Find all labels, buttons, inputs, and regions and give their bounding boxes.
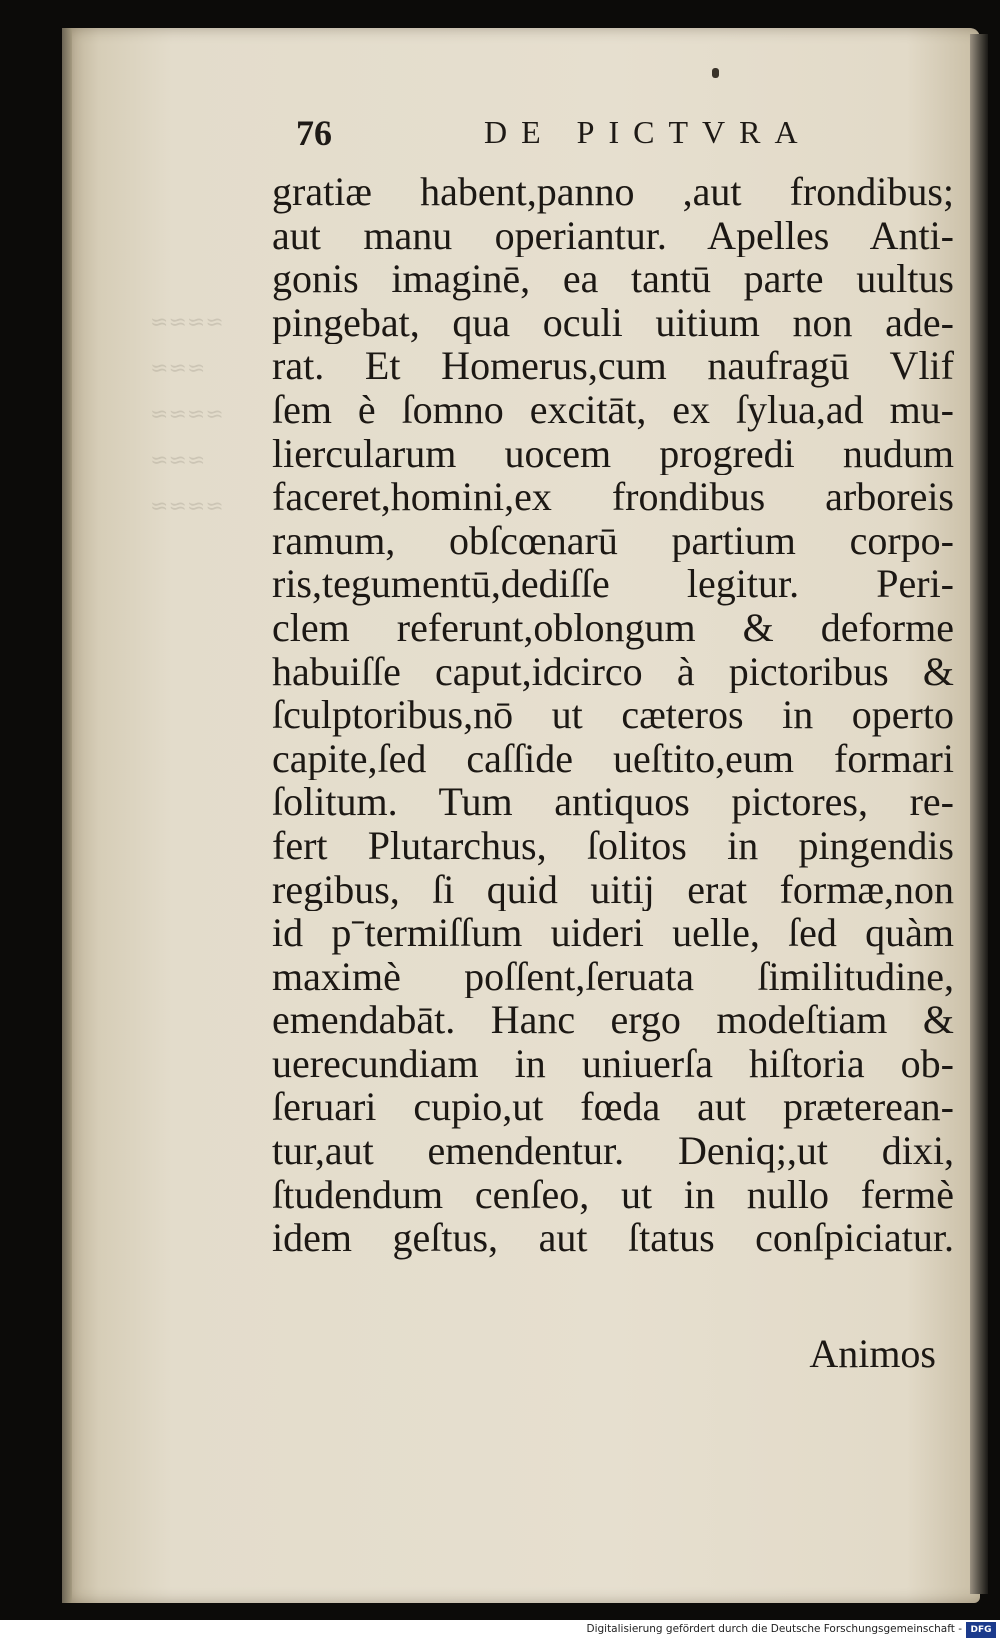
page-right-edge (970, 34, 988, 1594)
text-line: idem geſtus, aut ſtatus conſpiciatur. (272, 1216, 954, 1260)
page-header (296, 112, 936, 162)
dfg-logo: DFG (966, 1622, 996, 1638)
page-binding-edge (62, 28, 72, 1603)
text-line: habuiſſe caput,idcirco à pictoribus & (272, 649, 954, 694)
text-line: liercularum uocem progredi nudum (272, 431, 954, 476)
show-through-text: ≈≈≈≈ ≈≈≈ ≈≈≈≈ ≈≈≈ ≈≈≈≈ (150, 310, 224, 519)
text-line: ſem è ſomno excitāt, ex ſylua,ad mu- (272, 387, 954, 432)
running-title: DE PICTVRA (484, 114, 812, 150)
text-line: ramum, obſcœnarū partium corpo- (272, 518, 954, 563)
page-number: 76 (296, 113, 332, 153)
text-line: fert Plutarchus, ſolitos in pingendis (272, 823, 954, 868)
text-line: uerecundiam in uniuerſa hiſtoria ob- (272, 1041, 954, 1086)
text-line: aut manu operiantur. Apelles Anti- (272, 213, 954, 258)
text-line: gratiæ habent,panno ,aut frondibus; (272, 170, 954, 214)
digitization-credit: Digitalisierung gefördert durch die Deutsche Forschungsgemeinschaft - (586, 1623, 962, 1635)
text-line: ſeruari cupio,ut fœda aut præterean- (272, 1085, 954, 1130)
text-line: ſolitum. Tum antiquos pictores, re- (272, 780, 954, 824)
text-line: maximè poſſent,ſeruata ſimilitudine, (272, 954, 954, 999)
text-line: pingebat, qua oculi uitium non ade- (272, 300, 954, 345)
text-line: emendabāt. Hanc ergo modeſtiam & (272, 998, 954, 1042)
text-line: clem referunt,oblongum & deforme (272, 605, 954, 650)
catchword: Animos (809, 1331, 936, 1376)
ink-spot (712, 68, 719, 78)
text-line: regibus, ſi quid uitij erat formæ,non (272, 867, 954, 912)
text-line: tur,aut emendentur. Deniq;,ut dixi, (272, 1129, 954, 1173)
text-line: id pˉtermiſſum uideri uelle, ſed quàm (272, 911, 954, 955)
text-line: faceret,homini,ex frondibus arboreis (272, 475, 954, 519)
text-line: capite,ſed caſſide ueſtito,eum formari (272, 736, 954, 781)
text-line: rat. Et Homerus,cum naufragū Vlif (272, 344, 954, 388)
text-line: ſculptoribus,nō ut cæteros in operto (272, 693, 954, 737)
text-line: ſtudendum cenſeo, ut in nullo fermè (272, 1172, 954, 1217)
footer-bar (0, 1620, 1000, 1645)
body-text (272, 170, 954, 1260)
text-line: ris,tegumentū,dediſſe legitur. Peri- (272, 562, 954, 606)
text-line: gonis imaginē, ea tantū parte uultus (272, 257, 954, 301)
